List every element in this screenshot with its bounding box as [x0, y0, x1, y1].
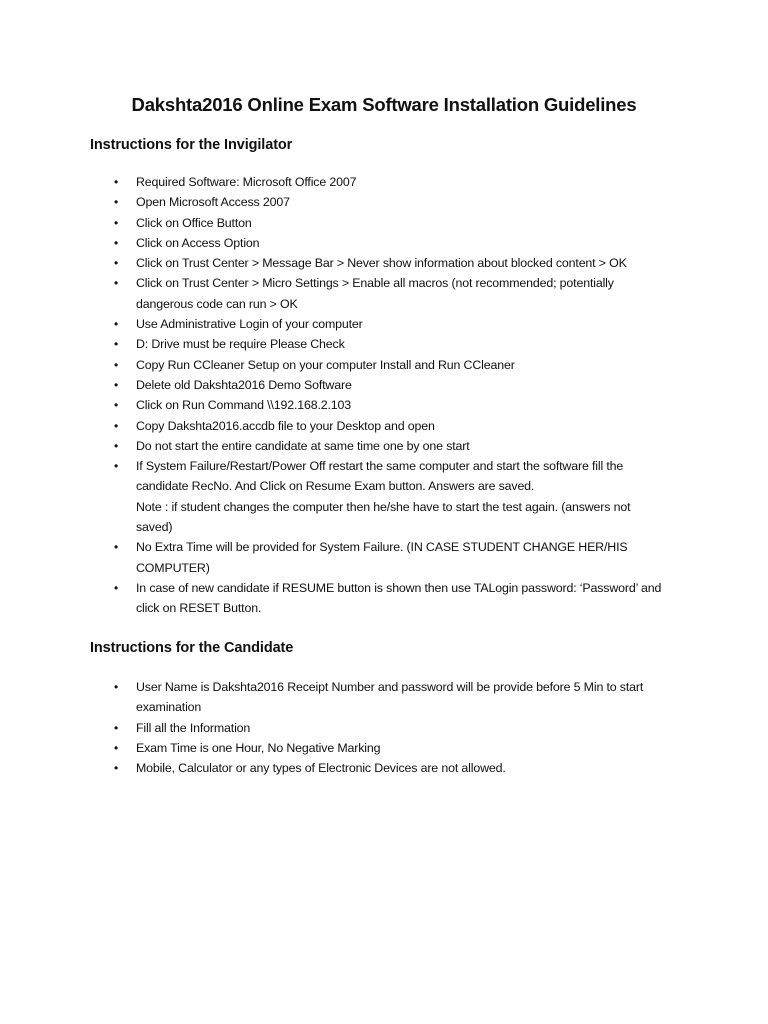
list-item-text: If System Failure/Restart/Power Off restart the same computer and start the software fill the — [136, 459, 624, 474]
candidate-instructions-list — [114, 677, 674, 778]
bullet-icon: • — [114, 235, 119, 250]
list-item — [114, 192, 674, 212]
list-item-text: Open Microsoft Access 2007 — [136, 195, 290, 210]
bullet-icon: • — [114, 438, 119, 453]
bullet-icon: • — [114, 175, 119, 189]
list-item-text: Note : if student changes the computer then he/she have to start the test again. (answers not — [136, 499, 631, 514]
list-item-text: Delete old Dakshta2016 Demo Software — [136, 377, 352, 392]
list-item-text: Exam Time is one Hour, No Negative Marking — [136, 740, 381, 755]
list-item — [114, 738, 674, 758]
section-heading-invigilator: Instructions for the Invigilator — [90, 137, 293, 153]
invigilator-instructions-list — [114, 172, 674, 619]
list-item-text: click on RESET Button. — [136, 601, 262, 616]
bullet-icon: • — [114, 418, 119, 433]
bullet-icon: • — [114, 459, 119, 474]
list-item — [114, 233, 674, 253]
list-item-text: No Extra Time will be provided for System Failure. (IN CASE STUDENT CHANGE HER/HIS — [136, 540, 628, 555]
list-item — [114, 718, 674, 738]
list-item-text: Required Software: Microsoft Office 2007 — [136, 175, 357, 189]
list-item — [114, 375, 674, 395]
bullet-icon: • — [114, 540, 119, 555]
list-item-text: Click on Trust Center > Micro Settings > Enable all macros (not recommended; potentially — [136, 276, 614, 291]
bullet-icon: • — [114, 317, 119, 332]
list-item-text: examination — [136, 700, 202, 715]
bullet-icon: • — [114, 720, 119, 735]
list-item-text: dangerous code can run > OK — [136, 296, 298, 311]
bullet-icon: • — [114, 398, 119, 413]
list-item-text: D: Drive must be require Please Check — [136, 337, 345, 352]
list-item — [114, 677, 674, 718]
bullet-icon: • — [114, 680, 119, 694]
list-item — [114, 314, 674, 334]
bullet-icon: • — [114, 276, 119, 291]
list-item-text: Click on Trust Center > Message Bar > Never show information about blocked content > OK — [136, 256, 627, 271]
bullet-icon: • — [114, 761, 119, 776]
list-item-text: User Name is Dakshta2016 Receipt Number and password will be provide before 5 Min to start — [136, 680, 644, 694]
list-item-text: In case of new candidate if RESUME button is shown then use TALogin password: ‘Password’ and — [136, 580, 662, 595]
list-item — [114, 436, 674, 456]
bullet-icon: • — [114, 256, 119, 271]
list-item — [114, 537, 674, 578]
list-item-text: Click on Office Button — [136, 215, 252, 230]
list-item-text: Do not start the entire candidate at same time one by one start — [136, 438, 470, 453]
list-item — [114, 416, 674, 436]
bullet-icon: • — [114, 195, 119, 210]
list-item-text: saved) — [136, 520, 173, 535]
list-item-text: Fill all the Information — [136, 720, 251, 735]
list-item-text: Click on Access Option — [136, 235, 260, 250]
bullet-icon: • — [114, 740, 119, 755]
list-item — [114, 395, 674, 415]
list-item — [114, 273, 674, 314]
bullet-icon: • — [114, 377, 119, 392]
list-item — [114, 172, 674, 192]
list-item-text: Copy Run CCleaner Setup on your computer Install and Run CCleaner — [136, 357, 515, 372]
bullet-icon: • — [114, 357, 119, 372]
list-item-text: Mobile, Calculator or any types of Electronic Devices are not allowed. — [136, 761, 506, 776]
section-heading-candidate: Instructions for the Candidate — [90, 640, 294, 656]
list-item-text: COMPUTER) — [136, 560, 210, 575]
list-item — [114, 253, 674, 273]
list-item — [114, 355, 674, 375]
list-item — [114, 456, 674, 537]
list-item — [114, 213, 674, 233]
bullet-icon: • — [114, 215, 119, 230]
list-item — [114, 334, 674, 354]
list-item-text: candidate RecNo. And Click on Resume Exam button. Answers are saved. — [136, 479, 535, 494]
document-title: Dakshta2016 Online Exam Software Installation Guidelines — [131, 94, 637, 115]
list-item — [114, 758, 674, 778]
list-item-text: Use Administrative Login of your computer — [136, 317, 363, 332]
list-item — [114, 578, 674, 619]
list-item-text: Copy Dakshta2016.accdb file to your Desktop and open — [136, 418, 435, 433]
bullet-icon: • — [114, 580, 119, 595]
list-item-text: Click on Run Command \\192.168.2.103 — [136, 398, 352, 413]
bullet-icon: • — [114, 337, 119, 352]
